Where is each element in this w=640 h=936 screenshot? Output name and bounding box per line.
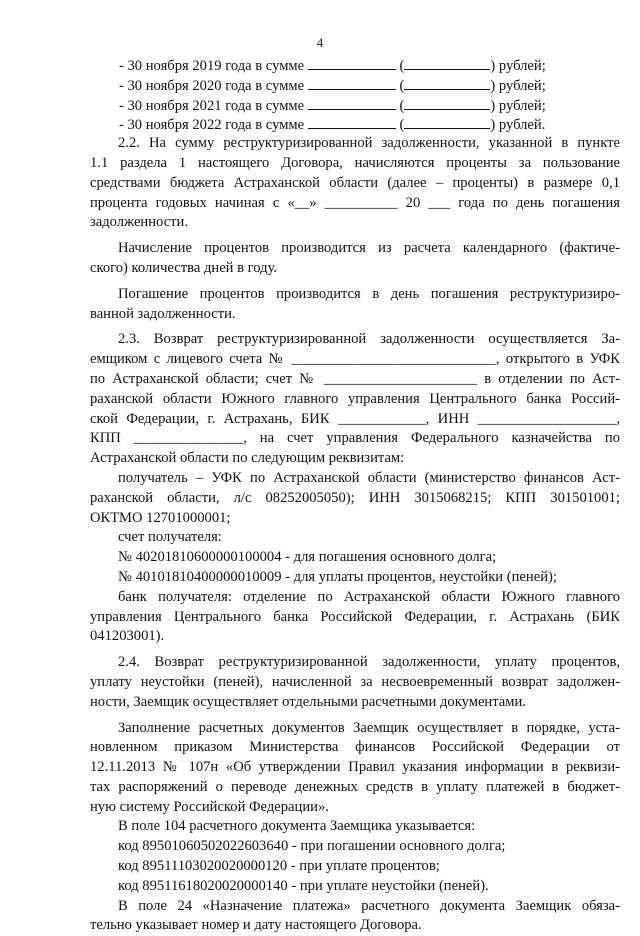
installment-tail: рублей.	[498, 117, 546, 134]
account-line: № 40201810600000100004 - для погашения основного долга;	[118, 549, 497, 566]
paragraph-line: Начисление процентов производится из расчета календарного (фактиче-	[118, 240, 620, 257]
code-line: код 89511103020020000120 - при уплате процентов;	[118, 858, 440, 875]
installment-date: - 30 ноября 2021 года в сумме	[119, 97, 305, 114]
paragraph-line: получатель – УФК по Астраханской области (министерство финансов Аст-	[118, 469, 620, 486]
amount-words-blank: ( )	[399, 117, 495, 133]
paragraph-line: 12.11.2013 № 107н «Об утверждении Правил указания информации в реквизи-	[90, 759, 620, 776]
paragraph-line: ности, Заемщик осуществляет отдельными расчетными документами.	[90, 693, 526, 710]
paragraph-line: новленном приказом Министерства финансов Российской Федерации от	[90, 739, 620, 756]
installment-date: - 30 ноября 2019 года в сумме	[119, 58, 305, 74]
installment-tail: рублей;	[498, 58, 546, 74]
paragraph-line: 2.4. Возврат реструктуризированной задолженности, уплату процентов,	[118, 654, 620, 671]
paragraph-line: Погашение процентов производится в день погашения реструктуризиро-	[118, 285, 620, 302]
installment-line	[90, 95, 620, 115]
paragraph-interest-calc	[90, 239, 620, 279]
paragraph-line: управления Центрального банка Российской Федерации, г. Астрахань (БИК	[90, 608, 620, 625]
installment-line	[90, 55, 620, 75]
installment-line	[90, 75, 620, 95]
amount-blank	[308, 95, 396, 110]
account-label: счет получателя:	[118, 529, 222, 546]
paragraph-line: 1.1 раздела 1 настоящего Договора, начисляются проценты за пользование	[90, 154, 620, 171]
bank-details	[90, 588, 620, 647]
paragraph-line: 2.3. Возврат реструктуризированной задолженности осуществляется За-	[118, 331, 620, 348]
installment-date: - 30 ноября 2022 года в сумме	[119, 117, 305, 134]
paragraph-filling	[90, 719, 620, 818]
paragraph-line: уплату неустойки (пеней), начисленной за несвоевременный возврат задолжен-	[90, 673, 620, 690]
recipient-details	[90, 469, 620, 528]
paragraph-line: ской Федерации, г. Астрахань, БИК ____________, ИНН ___________________,	[90, 410, 620, 427]
paragraph-line: банк получателя: отделение по Астраханской области Южного главного	[118, 588, 620, 605]
paragraph-line: средствами бюджета Астраханской области (далее – проценты) в размере 0,1	[90, 174, 620, 191]
paragraph-2-2	[90, 134, 620, 233]
code-line: код 89501060502022603640 - при погашении основного долга;	[118, 838, 506, 855]
installment-line	[90, 114, 620, 134]
installment-tail: рублей;	[498, 97, 546, 114]
paragraph-line: ванной задолженности.	[90, 305, 236, 322]
paragraph-line: ОКТМО 12701000001;	[90, 509, 231, 526]
paragraph-line: ского) количества дней в году.	[90, 259, 278, 276]
paragraph-line: тельно указывает номер и дату настоящего Договора.	[90, 917, 422, 934]
installment-tail: рублей;	[498, 77, 546, 94]
paragraph-line: тах распоряжений о переводе денежных средств в уплату платежей в бюджет-	[90, 778, 620, 795]
amount-words-blank: ( )	[399, 98, 495, 114]
amount-blank	[308, 114, 396, 129]
paragraph-line: ную систему Российской Федерации».	[90, 798, 329, 815]
installment-list	[90, 55, 620, 134]
paragraph-2-4	[90, 653, 620, 712]
paragraph-line: раханской области, л/с 08252005050); ИНН 3015068215; КПП 301501001;	[90, 489, 620, 506]
paragraph-line: задолженности.	[90, 214, 189, 231]
amount-blank	[308, 75, 396, 90]
amount-words-blank: ( )	[399, 58, 495, 74]
paragraph-line: КПП _______________, на счет управления Федерального казначейства по	[90, 430, 620, 447]
installment-date: - 30 ноября 2020 года в сумме	[119, 77, 305, 94]
paragraph-line: Астраханской области по следующим реквизитам:	[90, 450, 405, 467]
amount-words-blank: ( )	[399, 78, 495, 94]
paragraph-line: В поле 24 «Назначение платежа» расчетного документа Заемщик обяза-	[118, 897, 620, 914]
field-104-label: В поле 104 расчетного документа Заемщика указывается:	[118, 818, 476, 835]
document-body	[90, 55, 620, 936]
paragraph-line: раханской области Южного главного управления Центрального банка Россий-	[90, 390, 620, 407]
paragraph-line: процента годовых начиная с «__» __________ 20 ___ года по день погашения	[90, 194, 620, 211]
paragraph-line: 2.2. На сумму реструктуризированной задолженности, указанной в пункте	[118, 135, 620, 152]
page-number: 4	[316, 35, 324, 50]
paragraph-2-3	[90, 330, 620, 469]
paragraph-line: Заполнение расчетных документов Заемщик осуществляет в порядке, уста-	[118, 719, 620, 736]
paragraph-interest-payment	[90, 285, 620, 325]
amount-blank	[308, 55, 396, 70]
code-line: код 89511618020020000140 - при уплате неустойки (пеней).	[118, 877, 489, 894]
paragraph-line: 041203001).	[90, 628, 165, 645]
paragraph-line: по Астраханской области; счет № _____________________ в отделении по Аст-	[90, 370, 620, 387]
paragraph-field-24	[90, 897, 620, 936]
account-line: № 40101810400000010009 - для уплаты процентов, неустойки (пеней);	[118, 568, 557, 585]
paragraph-line: емщиком с лицевого счета № ____________________________, открытого в УФК	[90, 351, 620, 368]
